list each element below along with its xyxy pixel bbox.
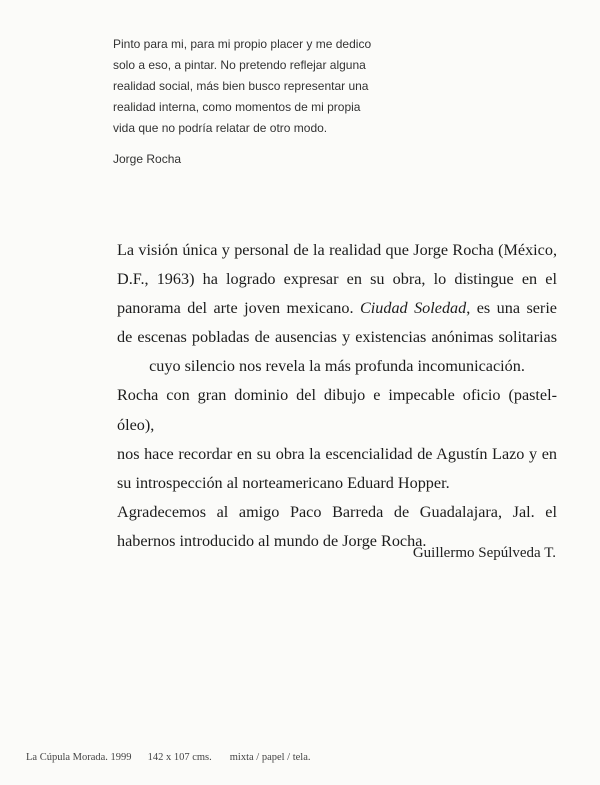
- essay-line: Agradecemos al amigo Paco Barreda de Guadalajara, Jal. el: [117, 502, 557, 521]
- essay-line: nos hace recordar en su obra la escencialidad de Agustín Lazo y en: [117, 444, 557, 463]
- caption-dimensions: 142 x 107 cms.: [147, 752, 212, 763]
- quote-line: realidad social, más bien busco representar una: [113, 79, 369, 93]
- essay-line: de escenas pobladas de ausencias y existencias anónimas solitarias: [117, 328, 557, 347]
- quote-line: vida que no podría relatar de otro modo.: [113, 121, 328, 135]
- essay-line: cuyo silencio nos revela la más profunda incomunicación.: [149, 357, 525, 376]
- essay-line: su introspección al norteamericano Eduard Hopper.: [117, 473, 450, 492]
- essay-body: [117, 236, 557, 556]
- essay-text: , es una serie: [466, 299, 557, 318]
- essay-signature: Guillermo Sepúlveda T.: [412, 545, 556, 561]
- artwork-caption: [26, 752, 311, 763]
- quote-line: realidad interna, como momentos de mi propia: [113, 100, 361, 114]
- epigraph-quote: [113, 34, 383, 170]
- essay-line: La visión única y personal de la realidad que Jorge Rocha (México,: [117, 241, 557, 259]
- essay-line: habernos introducido al mundo de Jorge Rocha.: [117, 531, 427, 550]
- essay-line: [117, 294, 557, 323]
- caption-medium: mixta / papel / tela.: [229, 752, 311, 763]
- quote-line: Pinto para mi, para mi propio placer y me dedico: [113, 37, 372, 51]
- quote-line: solo a eso, a pintar. No pretendo reflejar alguna: [113, 58, 366, 72]
- artwork-series-title: Ciudad Soledad: [359, 299, 467, 318]
- essay-text: panorama del arte joven mexicano.: [117, 299, 354, 318]
- caption-title-year: La Cúpula Morada. 1999: [26, 752, 132, 763]
- essay-line: Rocha con gran dominio del dibujo e impecable oficio (pastel-óleo),: [117, 386, 557, 434]
- quote-author: Jorge Rocha: [113, 152, 182, 166]
- essay-line: D.F., 1963) ha logrado expresar en su obra, lo distingue en el: [117, 270, 557, 289]
